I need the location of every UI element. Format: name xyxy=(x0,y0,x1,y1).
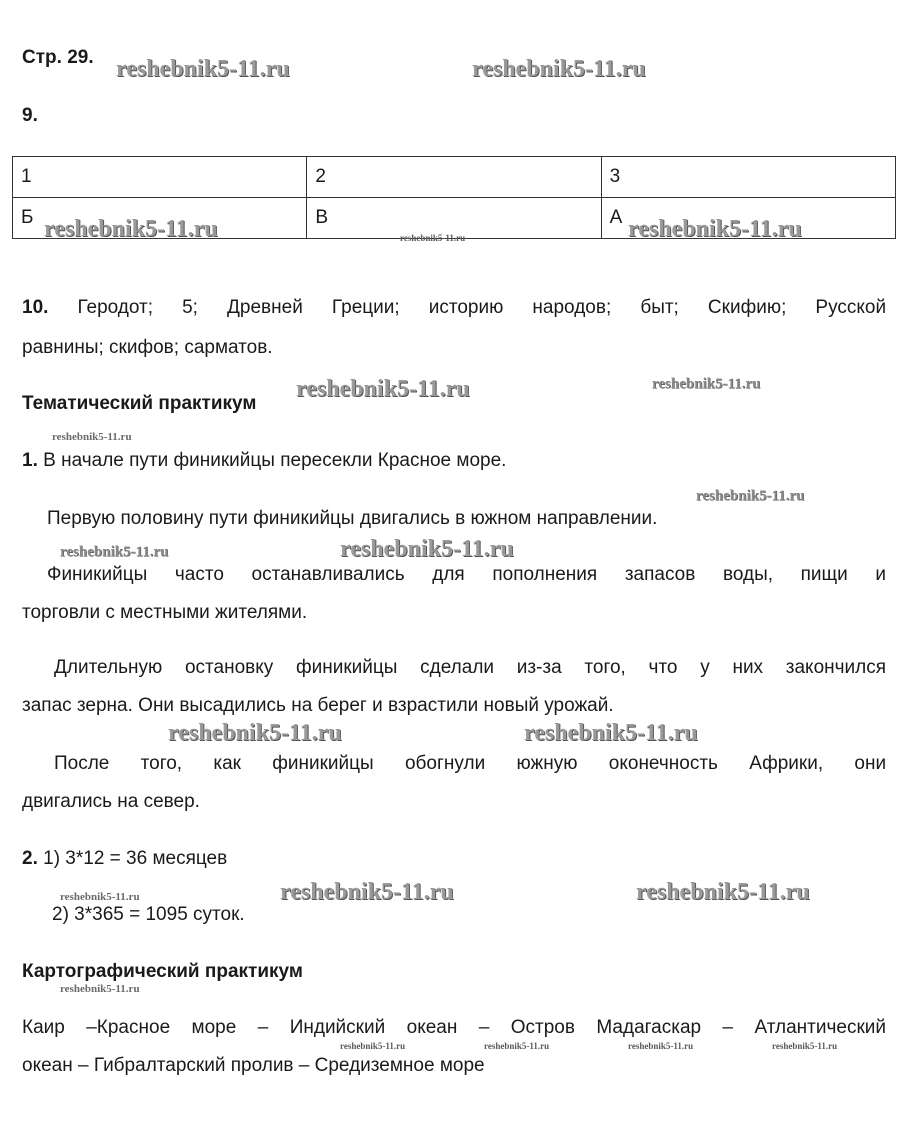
thematic-item-1 xyxy=(22,449,506,473)
word: южную xyxy=(516,753,578,774)
task-10-number: 10. xyxy=(22,297,49,318)
word: они xyxy=(854,753,887,774)
table-cell-answer-2: В xyxy=(307,198,601,239)
thematic-item-2-line-1 xyxy=(22,847,227,871)
table-cell-answer-1: Б xyxy=(13,198,307,239)
word: финикийцы xyxy=(272,753,374,774)
route-line-2: океан – Гибралтарский пролив – Средиземное море xyxy=(22,1055,485,1076)
table-header-row xyxy=(13,157,896,198)
word: Мадагаскар xyxy=(596,1017,702,1038)
word: Скифию; xyxy=(707,297,787,318)
watermark: reshebnik5-11.ru xyxy=(116,56,290,82)
thematic-para-3-line-1 xyxy=(47,563,886,587)
watermark: reshebnik5-11.ru xyxy=(52,431,132,443)
watermark: reshebnik5-11.ru xyxy=(696,488,805,504)
table-cell-header-1: 1 xyxy=(13,157,307,198)
watermark: reshebnik5-11.ru xyxy=(772,1041,838,1051)
table-answer-row xyxy=(13,198,896,239)
word: останавливались xyxy=(251,564,405,585)
thematic-para-5-line-2: двигались на север. xyxy=(22,791,200,812)
table-cell-answer-3: А xyxy=(601,198,895,239)
thematic-heading: Тематический практикум xyxy=(22,393,257,414)
word: Каир xyxy=(22,1017,65,1038)
word: воды, xyxy=(722,564,774,585)
word: запасов xyxy=(624,564,696,585)
watermark: reshebnik5-11.ru xyxy=(524,720,698,746)
watermark: reshebnik5-11.ru xyxy=(60,544,169,560)
item-2-number: 2. xyxy=(22,848,38,869)
word: и xyxy=(875,564,887,585)
word: Геродот; xyxy=(77,297,154,318)
watermark: reshebnik5-11.ru xyxy=(400,233,466,243)
word: Индийский xyxy=(289,1017,386,1038)
word: из-за xyxy=(516,657,562,678)
word: Финикийцы xyxy=(47,564,148,585)
thematic-para-3-line-2: торговли с местными жителями. xyxy=(22,602,308,623)
item-1-number: 1. xyxy=(22,450,38,471)
task-10-line-1 xyxy=(22,296,886,320)
word: 5; xyxy=(182,297,198,318)
word: Древней xyxy=(227,297,303,318)
watermark: reshebnik5-11.ru xyxy=(628,1041,694,1051)
watermark: reshebnik5-11.ru xyxy=(60,983,140,995)
word: Длительную xyxy=(54,657,163,678)
word: – xyxy=(722,1017,734,1038)
table-cell-header-3: 3 xyxy=(601,157,895,198)
word: океан xyxy=(406,1017,458,1038)
word: обогнули xyxy=(404,753,486,774)
cartographic-heading: Картографический практикум xyxy=(22,961,303,982)
word: историю xyxy=(428,297,504,318)
word: быт; xyxy=(640,297,679,318)
thematic-para-4-line-2: запас зерна. Они высадились на берег и взрастили новый урожай. xyxy=(22,695,614,716)
item-1-text: В начале пути финикийцы пересекли Красное море. xyxy=(37,450,507,471)
word: что xyxy=(648,657,678,678)
watermark: reshebnik5-11.ru xyxy=(628,216,802,242)
word: Атлантический xyxy=(754,1017,886,1038)
task-10-line-2: равнины; скифов; сарматов. xyxy=(22,337,273,358)
word: у xyxy=(700,657,710,678)
route-line-1 xyxy=(22,1016,886,1040)
watermark: reshebnik5-11.ru xyxy=(340,1041,406,1051)
word: сделали xyxy=(420,657,495,678)
task-9-answer-table xyxy=(12,156,896,239)
word: закончился xyxy=(785,657,887,678)
thematic-para-5-line-1 xyxy=(54,752,886,776)
watermark: reshebnik5-11.ru xyxy=(168,720,342,746)
watermark: reshebnik5-11.ru xyxy=(472,56,646,82)
word: оконечность xyxy=(608,753,718,774)
item-2-calc-1: 1) 3*12 = 36 месяцев xyxy=(37,848,228,869)
watermark: reshebnik5-11.ru xyxy=(636,879,810,905)
watermark: reshebnik5-11.ru xyxy=(652,376,761,392)
word: Африки, xyxy=(749,753,824,774)
watermark: reshebnik5-11.ru xyxy=(340,536,514,562)
word: как xyxy=(213,753,241,774)
thematic-para-2: Первую половину пути финикийцы двигались в южном направлении. xyxy=(47,508,658,529)
watermark: reshebnik5-11.ru xyxy=(280,879,454,905)
word: Русской xyxy=(815,297,887,318)
word: пищи xyxy=(800,564,848,585)
page-reference: Стр. 29. xyxy=(22,47,94,68)
word: После xyxy=(54,753,110,774)
word: для xyxy=(432,564,465,585)
word: – xyxy=(257,1017,269,1038)
word: того, xyxy=(140,753,183,774)
word: них xyxy=(732,657,764,678)
word: того, xyxy=(584,657,626,678)
watermark: reshebnik5-11.ru xyxy=(44,216,218,242)
word: остановку xyxy=(184,657,274,678)
word: Греции; xyxy=(331,297,400,318)
word: Остров xyxy=(510,1017,575,1038)
word: часто xyxy=(174,564,224,585)
task-9-number: 9. xyxy=(22,105,38,126)
word: море xyxy=(191,1017,237,1038)
word: народов; xyxy=(532,297,612,318)
thematic-para-4-line-1 xyxy=(54,656,886,680)
thematic-item-2-line-2: 2) 3*365 = 1095 суток. xyxy=(52,904,245,925)
watermark: reshebnik5-11.ru xyxy=(484,1041,550,1051)
word: –Красное xyxy=(86,1017,171,1038)
watermark: reshebnik5-11.ru xyxy=(60,891,140,903)
watermark: reshebnik5-11.ru xyxy=(296,376,470,402)
word: пополнения xyxy=(492,564,598,585)
word: финикийцы xyxy=(295,657,398,678)
word: – xyxy=(478,1017,490,1038)
table-cell-header-2: 2 xyxy=(307,157,601,198)
